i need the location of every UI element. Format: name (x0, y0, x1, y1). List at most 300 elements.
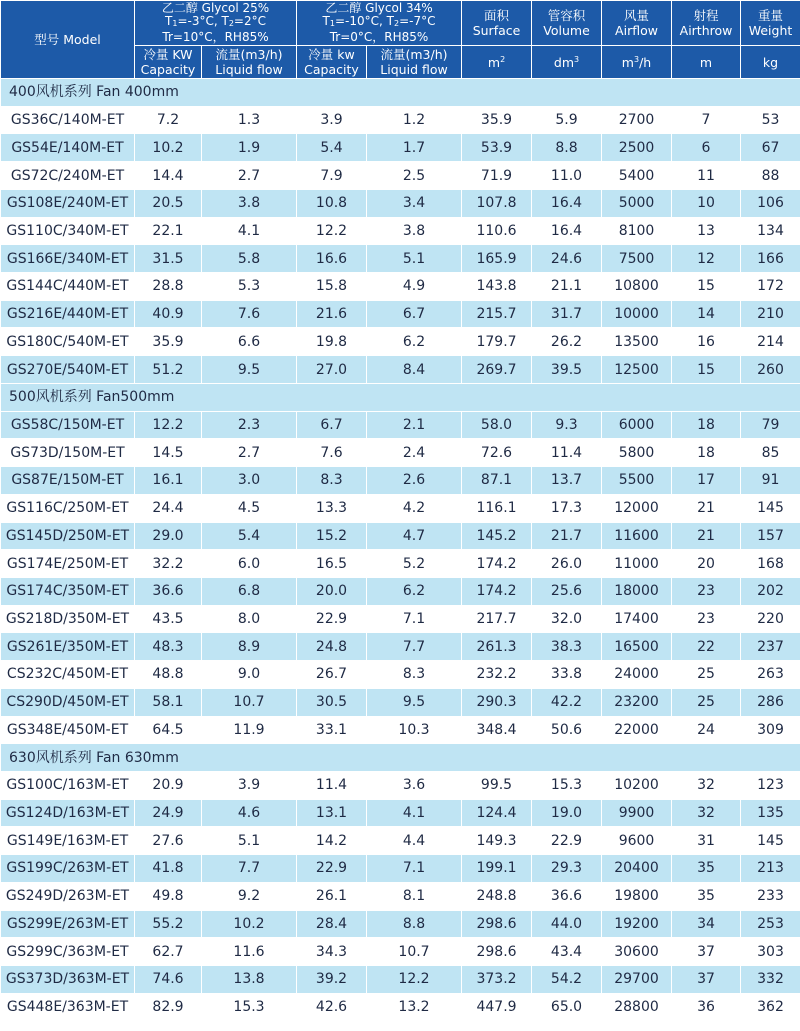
table-row (1, 938, 800, 966)
header-weight: 重量 Weight (741, 1, 800, 46)
value-cell: 248.8 (462, 882, 532, 910)
value-cell: 7 (672, 106, 741, 134)
table-row (1, 106, 800, 134)
value-cell: 32.0 (532, 605, 602, 633)
model-cell: GS299C/363M-ET (1, 938, 135, 966)
model-cell: GS108E/240M-ET (1, 189, 135, 217)
value-cell: 5.3 (202, 273, 297, 301)
value-cell: 29700 (602, 966, 672, 994)
table-row (1, 605, 800, 633)
value-cell: 21.7 (532, 522, 602, 550)
value-cell: 4.4 (367, 827, 462, 855)
value-cell: 25.6 (532, 577, 602, 605)
value-cell: 215.7 (462, 300, 532, 328)
value-cell: 22 (672, 633, 741, 661)
value-cell: 269.7 (462, 356, 532, 384)
value-cell: 58.0 (462, 411, 532, 439)
table-row (1, 771, 800, 799)
value-cell: 18 (672, 439, 741, 467)
value-cell: 6.2 (367, 328, 462, 356)
section-header (1, 744, 800, 772)
value-cell: 13.8 (202, 966, 297, 994)
value-cell: 58.1 (135, 688, 202, 716)
value-cell: 3.9 (202, 771, 297, 799)
value-cell: 2700 (602, 106, 672, 134)
value-cell: 11000 (602, 550, 672, 578)
value-cell: 24.8 (297, 633, 367, 661)
value-cell: 30600 (602, 938, 672, 966)
value-cell: 6.7 (367, 300, 462, 328)
value-cell: 9.3 (532, 411, 602, 439)
value-cell: 23 (672, 577, 741, 605)
value-cell: 1.7 (367, 134, 462, 162)
value-cell: 7.1 (367, 855, 462, 883)
value-cell: 43.4 (532, 938, 602, 966)
value-cell: 5800 (602, 439, 672, 467)
value-cell: 12.2 (297, 217, 367, 245)
model-cell: GS73D/150M-ET (1, 439, 135, 467)
value-cell: 19800 (602, 882, 672, 910)
value-cell: 149.3 (462, 827, 532, 855)
model-cell: GS270E/540M-ET (1, 356, 135, 384)
value-cell: 41.8 (135, 855, 202, 883)
value-cell: 348.4 (462, 716, 532, 744)
value-cell: 11.4 (532, 439, 602, 467)
value-cell: 62.7 (135, 938, 202, 966)
value-cell: 261.3 (462, 633, 532, 661)
value-cell: 26.1 (297, 882, 367, 910)
value-cell: 24 (672, 716, 741, 744)
table-row (1, 162, 800, 190)
table-row (1, 411, 800, 439)
value-cell: 110.6 (462, 217, 532, 245)
value-cell: 20.5 (135, 189, 202, 217)
value-cell: 447.9 (462, 993, 532, 1021)
value-cell: 10.7 (367, 938, 462, 966)
value-cell: 28.4 (297, 910, 367, 938)
value-cell: 16.5 (297, 550, 367, 578)
table-row (1, 716, 800, 744)
value-cell: 17 (672, 467, 741, 495)
model-cell: GS249D/263M-ET (1, 882, 135, 910)
model-cell: GS174C/350M-ET (1, 577, 135, 605)
value-cell: 10 (672, 189, 741, 217)
value-cell: 16.4 (532, 217, 602, 245)
value-cell: 15.3 (532, 771, 602, 799)
table-row (1, 494, 800, 522)
value-cell: 5.1 (202, 827, 297, 855)
value-cell: 23 (672, 605, 741, 633)
value-cell: 28.8 (135, 273, 202, 301)
value-cell: 30.5 (297, 688, 367, 716)
value-cell: 145 (741, 494, 800, 522)
value-cell: 35.9 (462, 106, 532, 134)
value-cell: 12500 (602, 356, 672, 384)
model-cell: GS180C/540M-ET (1, 328, 135, 356)
value-cell: 33.8 (532, 661, 602, 689)
value-cell: 14.5 (135, 439, 202, 467)
value-cell: 11.6 (202, 938, 297, 966)
model-cell: GS448E/363M-ET (1, 993, 135, 1021)
value-cell: 1.3 (202, 106, 297, 134)
value-cell: 67 (741, 134, 800, 162)
table-row (1, 550, 800, 578)
table-row (1, 577, 800, 605)
value-cell: 168 (741, 550, 800, 578)
value-cell: 4.1 (367, 799, 462, 827)
value-cell: 4.7 (367, 522, 462, 550)
value-cell: 36.6 (135, 577, 202, 605)
section-header (1, 79, 800, 107)
value-cell: 32 (672, 771, 741, 799)
section-title: 500风机系列 Fan500mm (1, 383, 800, 411)
value-cell: 8.9 (202, 633, 297, 661)
value-cell: 35 (672, 882, 741, 910)
value-cell: 8.3 (297, 467, 367, 495)
value-cell: 15.3 (202, 993, 297, 1021)
value-cell: 99.5 (462, 771, 532, 799)
value-cell: 53.9 (462, 134, 532, 162)
value-cell: 9.0 (202, 661, 297, 689)
value-cell: 134 (741, 217, 800, 245)
value-cell: 19.0 (532, 799, 602, 827)
value-cell: 116.1 (462, 494, 532, 522)
model-cell: GS174E/250M-ET (1, 550, 135, 578)
value-cell: 217.7 (462, 605, 532, 633)
table-row (1, 661, 800, 689)
value-cell: 16500 (602, 633, 672, 661)
value-cell: 11600 (602, 522, 672, 550)
value-cell: 25 (672, 661, 741, 689)
value-cell: 34.3 (297, 938, 367, 966)
value-cell: 25 (672, 688, 741, 716)
value-cell: 6.8 (202, 577, 297, 605)
value-cell: 33.1 (297, 716, 367, 744)
value-cell: 4.6 (202, 799, 297, 827)
value-cell: 145.2 (462, 522, 532, 550)
value-cell: 82.9 (135, 993, 202, 1021)
value-cell: 10.2 (202, 910, 297, 938)
value-cell: 2.7 (202, 439, 297, 467)
value-cell: 4.5 (202, 494, 297, 522)
model-cell: GS373D/363M-ET (1, 966, 135, 994)
value-cell: 199.1 (462, 855, 532, 883)
value-cell: 13.7 (532, 467, 602, 495)
table-body (1, 79, 800, 1021)
value-cell: 123 (741, 771, 800, 799)
table-row (1, 688, 800, 716)
value-cell: 88 (741, 162, 800, 190)
value-cell: 172 (741, 273, 800, 301)
model-cell: GS199C/263M-ET (1, 855, 135, 883)
model-cell: GS54E/140M-ET (1, 134, 135, 162)
value-cell: 31.7 (532, 300, 602, 328)
value-cell: 20.0 (297, 577, 367, 605)
value-cell: 9.2 (202, 882, 297, 910)
value-cell: 27.6 (135, 827, 202, 855)
value-cell: 21.6 (297, 300, 367, 328)
value-cell: 6.6 (202, 328, 297, 356)
value-cell: 1.9 (202, 134, 297, 162)
value-cell: 5000 (602, 189, 672, 217)
value-cell: 220 (741, 605, 800, 633)
value-cell: 7.1 (367, 605, 462, 633)
value-cell: 214 (741, 328, 800, 356)
section-title: 630风机系列 Fan 630mm (1, 744, 800, 772)
glycol-34-temps: $T_1=-10^\circ C$, $T_2=-7^\circ C$ (322, 14, 436, 29)
value-cell: 39.5 (532, 356, 602, 384)
value-cell: 20400 (602, 855, 672, 883)
section-header (1, 383, 800, 411)
value-cell: 15 (672, 273, 741, 301)
value-cell: 35.9 (135, 328, 202, 356)
model-cell: GS166E/340M-ET (1, 245, 135, 273)
table-row (1, 799, 800, 827)
value-cell: 44.0 (532, 910, 602, 938)
value-cell: 124.4 (462, 799, 532, 827)
value-cell: 8.4 (367, 356, 462, 384)
glycol-34-condition: Tr=0°C，RH85% (329, 29, 429, 44)
value-cell: 12.2 (135, 411, 202, 439)
value-cell: 42.6 (297, 993, 367, 1021)
value-cell: 22.1 (135, 217, 202, 245)
value-cell: 213 (741, 855, 800, 883)
value-cell: 26.2 (532, 328, 602, 356)
value-cell: 5.9 (532, 106, 602, 134)
value-cell: 32 (672, 799, 741, 827)
value-cell: 210 (741, 300, 800, 328)
value-cell: 303 (741, 938, 800, 966)
value-cell: 14 (672, 300, 741, 328)
value-cell: 10800 (602, 273, 672, 301)
model-cell: GS218D/350M-ET (1, 605, 135, 633)
value-cell: 11 (672, 162, 741, 190)
value-cell: 3.0 (202, 467, 297, 495)
value-cell: 202 (741, 577, 800, 605)
value-cell: 13.2 (367, 993, 462, 1021)
glycol-25-title: 乙二醇 Glycol 25% (161, 0, 270, 15)
glycol-25-condition: Tr=10°C，RH85% (162, 29, 269, 44)
value-cell: 10.8 (297, 189, 367, 217)
model-cell: GS145D/250M-ET (1, 522, 135, 550)
header-glycol-25 (135, 1, 297, 46)
unit-airflow: $m^3/h$ (602, 46, 672, 79)
header-row-top (1, 1, 800, 46)
header-volume: 管容积 Volume (532, 1, 602, 46)
value-cell: 11.9 (202, 716, 297, 744)
header-capacity-25: 冷量 KW Capacity (135, 46, 202, 79)
value-cell: 253 (741, 910, 800, 938)
value-cell: 26.0 (532, 550, 602, 578)
model-cell: GS348E/450M-ET (1, 716, 135, 744)
model-cell: GS87E/150M-ET (1, 467, 135, 495)
value-cell: 290.3 (462, 688, 532, 716)
value-cell: 6.7 (297, 411, 367, 439)
value-cell: 38.3 (532, 633, 602, 661)
value-cell: 13500 (602, 328, 672, 356)
value-cell: 166 (741, 245, 800, 273)
value-cell: 233 (741, 882, 800, 910)
model-cell: GS100C/163M-ET (1, 771, 135, 799)
value-cell: 5500 (602, 467, 672, 495)
header-airflow: 风量 Airflow (602, 1, 672, 46)
value-cell: 7.6 (202, 300, 297, 328)
value-cell: 332 (741, 966, 800, 994)
value-cell: 263 (741, 661, 800, 689)
value-cell: 9900 (602, 799, 672, 827)
value-cell: 7.9 (297, 162, 367, 190)
value-cell: 135 (741, 799, 800, 827)
model-cell: GS124D/163M-ET (1, 799, 135, 827)
value-cell: 22.9 (297, 605, 367, 633)
table-row (1, 439, 800, 467)
value-cell: 8.8 (367, 910, 462, 938)
value-cell: 6.0 (202, 550, 297, 578)
model-cell: CS232C/450M-ET (1, 661, 135, 689)
value-cell: 2.6 (367, 467, 462, 495)
value-cell: 21 (672, 494, 741, 522)
value-cell: 5.1 (367, 245, 462, 273)
value-cell: 12000 (602, 494, 672, 522)
value-cell: 14.2 (297, 827, 367, 855)
value-cell: 309 (741, 716, 800, 744)
value-cell: 43.5 (135, 605, 202, 633)
value-cell: 42.2 (532, 688, 602, 716)
header-airthrow: 射程 Airthrow (672, 1, 741, 46)
value-cell: 106 (741, 189, 800, 217)
value-cell: 8.3 (367, 661, 462, 689)
model-cell: CS290D/450M-ET (1, 688, 135, 716)
value-cell: 12 (672, 245, 741, 273)
table-row (1, 633, 800, 661)
value-cell: 26.7 (297, 661, 367, 689)
value-cell: 64.5 (135, 716, 202, 744)
value-cell: 6 (672, 134, 741, 162)
value-cell: 31 (672, 827, 741, 855)
value-cell: 22000 (602, 716, 672, 744)
value-cell: 72.6 (462, 439, 532, 467)
value-cell: 232.2 (462, 661, 532, 689)
value-cell: 19200 (602, 910, 672, 938)
value-cell: 20.9 (135, 771, 202, 799)
value-cell: 79 (741, 411, 800, 439)
value-cell: 18000 (602, 577, 672, 605)
value-cell: 16.1 (135, 467, 202, 495)
value-cell: 91 (741, 467, 800, 495)
value-cell: 4.1 (202, 217, 297, 245)
value-cell: 7.2 (135, 106, 202, 134)
value-cell: 2.4 (367, 439, 462, 467)
header-glycol-34 (297, 1, 462, 46)
value-cell: 298.6 (462, 938, 532, 966)
value-cell: 10.7 (202, 688, 297, 716)
value-cell: 13.3 (297, 494, 367, 522)
value-cell: 87.1 (462, 467, 532, 495)
value-cell: 260 (741, 356, 800, 384)
value-cell: 7.7 (202, 855, 297, 883)
value-cell: 48.8 (135, 661, 202, 689)
value-cell: 157 (741, 522, 800, 550)
value-cell: 48.3 (135, 633, 202, 661)
value-cell: 24.4 (135, 494, 202, 522)
unit-weight: kg (741, 46, 800, 79)
header-model: 型号 Model (1, 1, 135, 79)
value-cell: 13 (672, 217, 741, 245)
table-row (1, 300, 800, 328)
value-cell: 21 (672, 522, 741, 550)
table-row (1, 273, 800, 301)
table-row (1, 356, 800, 384)
value-cell: 3.8 (202, 189, 297, 217)
value-cell: 3.6 (367, 771, 462, 799)
value-cell: 15 (672, 356, 741, 384)
value-cell: 1.2 (367, 106, 462, 134)
value-cell: 6.2 (367, 577, 462, 605)
value-cell: 15.8 (297, 273, 367, 301)
value-cell: 107.8 (462, 189, 532, 217)
value-cell: 24000 (602, 661, 672, 689)
table-row (1, 467, 800, 495)
value-cell: 18 (672, 411, 741, 439)
model-cell: GS58C/150M-ET (1, 411, 135, 439)
value-cell: 2.1 (367, 411, 462, 439)
value-cell: 35 (672, 855, 741, 883)
value-cell: 24.9 (135, 799, 202, 827)
table-row (1, 522, 800, 550)
value-cell: 6000 (602, 411, 672, 439)
table-row (1, 217, 800, 245)
value-cell: 54.2 (532, 966, 602, 994)
value-cell: 55.2 (135, 910, 202, 938)
header-capacity-34: 冷量 kw Capacity (297, 46, 367, 79)
value-cell: 174.2 (462, 577, 532, 605)
value-cell: 49.8 (135, 882, 202, 910)
value-cell: 28800 (602, 993, 672, 1021)
model-cell: GS261E/350M-ET (1, 633, 135, 661)
value-cell: 53 (741, 106, 800, 134)
unit-airthrow: m (672, 46, 741, 79)
value-cell: 16.4 (532, 189, 602, 217)
value-cell: 4.2 (367, 494, 462, 522)
value-cell: 7.6 (297, 439, 367, 467)
value-cell: 20 (672, 550, 741, 578)
value-cell: 3.8 (367, 217, 462, 245)
value-cell: 2.5 (367, 162, 462, 190)
table-row (1, 328, 800, 356)
value-cell: 29.3 (532, 855, 602, 883)
value-cell: 39.2 (297, 966, 367, 994)
value-cell: 40.9 (135, 300, 202, 328)
table-header (1, 1, 800, 79)
value-cell: 174.2 (462, 550, 532, 578)
value-cell: 21.1 (532, 273, 602, 301)
value-cell: 11.4 (297, 771, 367, 799)
value-cell: 37 (672, 938, 741, 966)
model-cell: GS36C/140M-ET (1, 106, 135, 134)
value-cell: 362 (741, 993, 800, 1021)
model-cell: GS299E/263M-ET (1, 910, 135, 938)
header-surface: 面积 Surface (462, 1, 532, 46)
value-cell: 8.8 (532, 134, 602, 162)
value-cell: 51.2 (135, 356, 202, 384)
glycol-25-temps: $T_1=-3^\circ C$, $T_2=2^\circ C$ (165, 14, 266, 29)
value-cell: 36 (672, 993, 741, 1021)
unit-surface: $m^2$ (462, 46, 532, 79)
value-cell: 16 (672, 328, 741, 356)
section-title: 400风机系列 Fan 400mm (1, 79, 800, 107)
value-cell: 71.9 (462, 162, 532, 190)
table-row (1, 827, 800, 855)
